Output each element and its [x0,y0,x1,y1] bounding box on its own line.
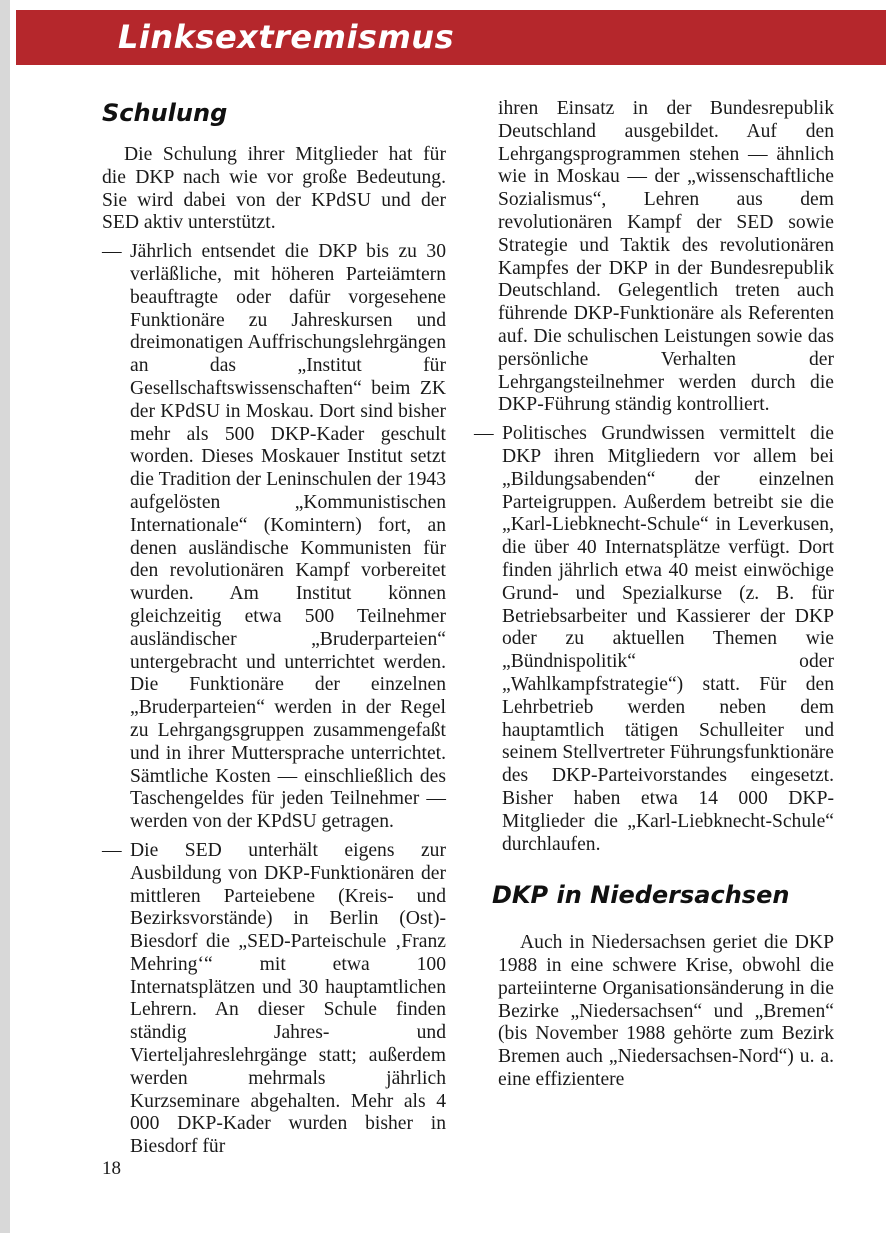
section-banner [16,10,886,65]
list-item [102,840,446,1159]
dash-marker: — [102,241,122,263]
left-column [102,98,446,1159]
dash-marker: — [102,839,122,861]
heading-dkp-niedersachsen: DKP in Niedersachsen [492,881,790,910]
dash-marker: — [474,423,494,445]
section-title: Linksextremismus [118,18,455,56]
niedersachsen-paragraph: Auch in Niedersachsen geriet die DKP 1988 in eine schwere Krise, obwohl die parteiinterne Organisationsänderung in die Bezirke „Niedersachsen“ und „Bremen“ (bis November 1988 gehörte zum Bezirk Bremen auch „Niedersachsen-Nord“) u. a. eine effizientere [498,932,834,1091]
list-item-text: Jährlich entsendet die DKP bis zu 30 verläßliche, mit höheren Parteiämtern beauftragte oder dafür vorgesehene Funktionäre zu Jahreskursen und dreimonatigen Auffrischungslehrgängen an das „Institut für Gesellschaftswissenschaften“ beim ZK der KPdSU in Moskau. Dort sind bisher mehr als 500 DKP-Kader geschult worden. Dieses Moskauer Institut setzt die Tradition der Leninschulen der 1943 aufgelösten „Kommunistischen Internationale“ (Komintern) fort, an denen ausländische Kommunisten für den revolutionären Kampf vorbereitet wurden. Am Institut können gleichzeitig etwa 500 Teilnehmer ausländischer „Bruderparteien“ untergebracht und unterrichtet werden. Die Funktionäre der einzelnen „Bruderparteien“ werden in der Regel zu Lehrgangsgruppen zusammengefaßt und in ihrer Muttersprache unterrichtet. Sämtliche Kosten — einschließlich des Taschengeldes für jeden Teilnehmer — werden von der KPdSU getragen. [130,241,446,833]
heading-schulung: Schulung [102,99,228,127]
list-item [102,241,446,834]
left-list [102,241,446,1159]
continuation-paragraph: ihren Einsatz in der Bundesrepublik Deutschland ausgebildet. Auf den Lehrgangsprogrammen stehen — ähnlich wie in Moskau — der „wissenschaftliche Sozialismus“, Lehren aus dem revolutionären Kampf der SED sowie Strategie und Taktik des revolutionären Kampfes der DKP in der Bundesrepublik Deutschland. Gelegentlich treten auch führende DKP-Funktionäre als Referenten auf. Die schulischen Leistungen sowie das persönliche Verhalten der Lehrgangsteilnehmer werden durch die DKP-Führung ständig kontrolliert. [498,98,834,416]
list-item-text: Die SED unterhält eigens zur Ausbildung von DKP-Funktionären der mittleren Parteiebene (Kreis- und Bezirksvorstände) in Berlin (Ost)-Biesdorf die „SED-Parteischule ‚Franz Mehring‘“ mit etwa 100 Internatsplätzen und 30 hauptamtlichen Lehrern. An dieser Schule finden ständig Jahres- und Vierteljahreslehrgänge statt; außerdem werden mehrmals jährlich Kurzseminare abgehalten. Mehr als 4 000 DKP-Kader wurden bisher in Biesdorf für [130,839,446,1158]
page-edge [0,0,10,1233]
right-column [474,98,834,1092]
list-item [474,423,834,856]
right-list [474,423,834,856]
page-number: 18 [102,1158,121,1179]
intro-paragraph: Die Schulung ihrer Mitglieder hat für die DKP nach wie vor große Bedeutung. Sie wird dabei von der KPdSU und der SED aktiv unterstützt. [102,144,446,234]
list-item-text: Politisches Grundwissen vermittelt die DKP ihren Mitgliedern vor allem bei „Bildungsabenden“ der einzelnen Parteigruppen. Außerdem betreibt sie die „Karl-Liebknecht-Schule“ in Leverkusen, die über 40 Internatsplätze verfügt. Dort finden jährlich etwa 40 meist einwöchige Grund- und Spezialkurse (z. B. für Betriebsarbeiter und Kassierer der DKP oder zu aktuellen Themen wie „Bündnispolitik“ oder „Wahlkampfstrategie“) statt. Für den Lehrbetrieb werden neben dem hauptamtlich tätigen Schulleiter und seinem Stellvertreter Führungsfunktionäre des DKP-Parteivorstandes eingesetzt. Bisher haben etwa 14 000 DKP-Mitglieder die „Karl-Liebknecht-Schule“ durchlaufen. [502,423,834,855]
